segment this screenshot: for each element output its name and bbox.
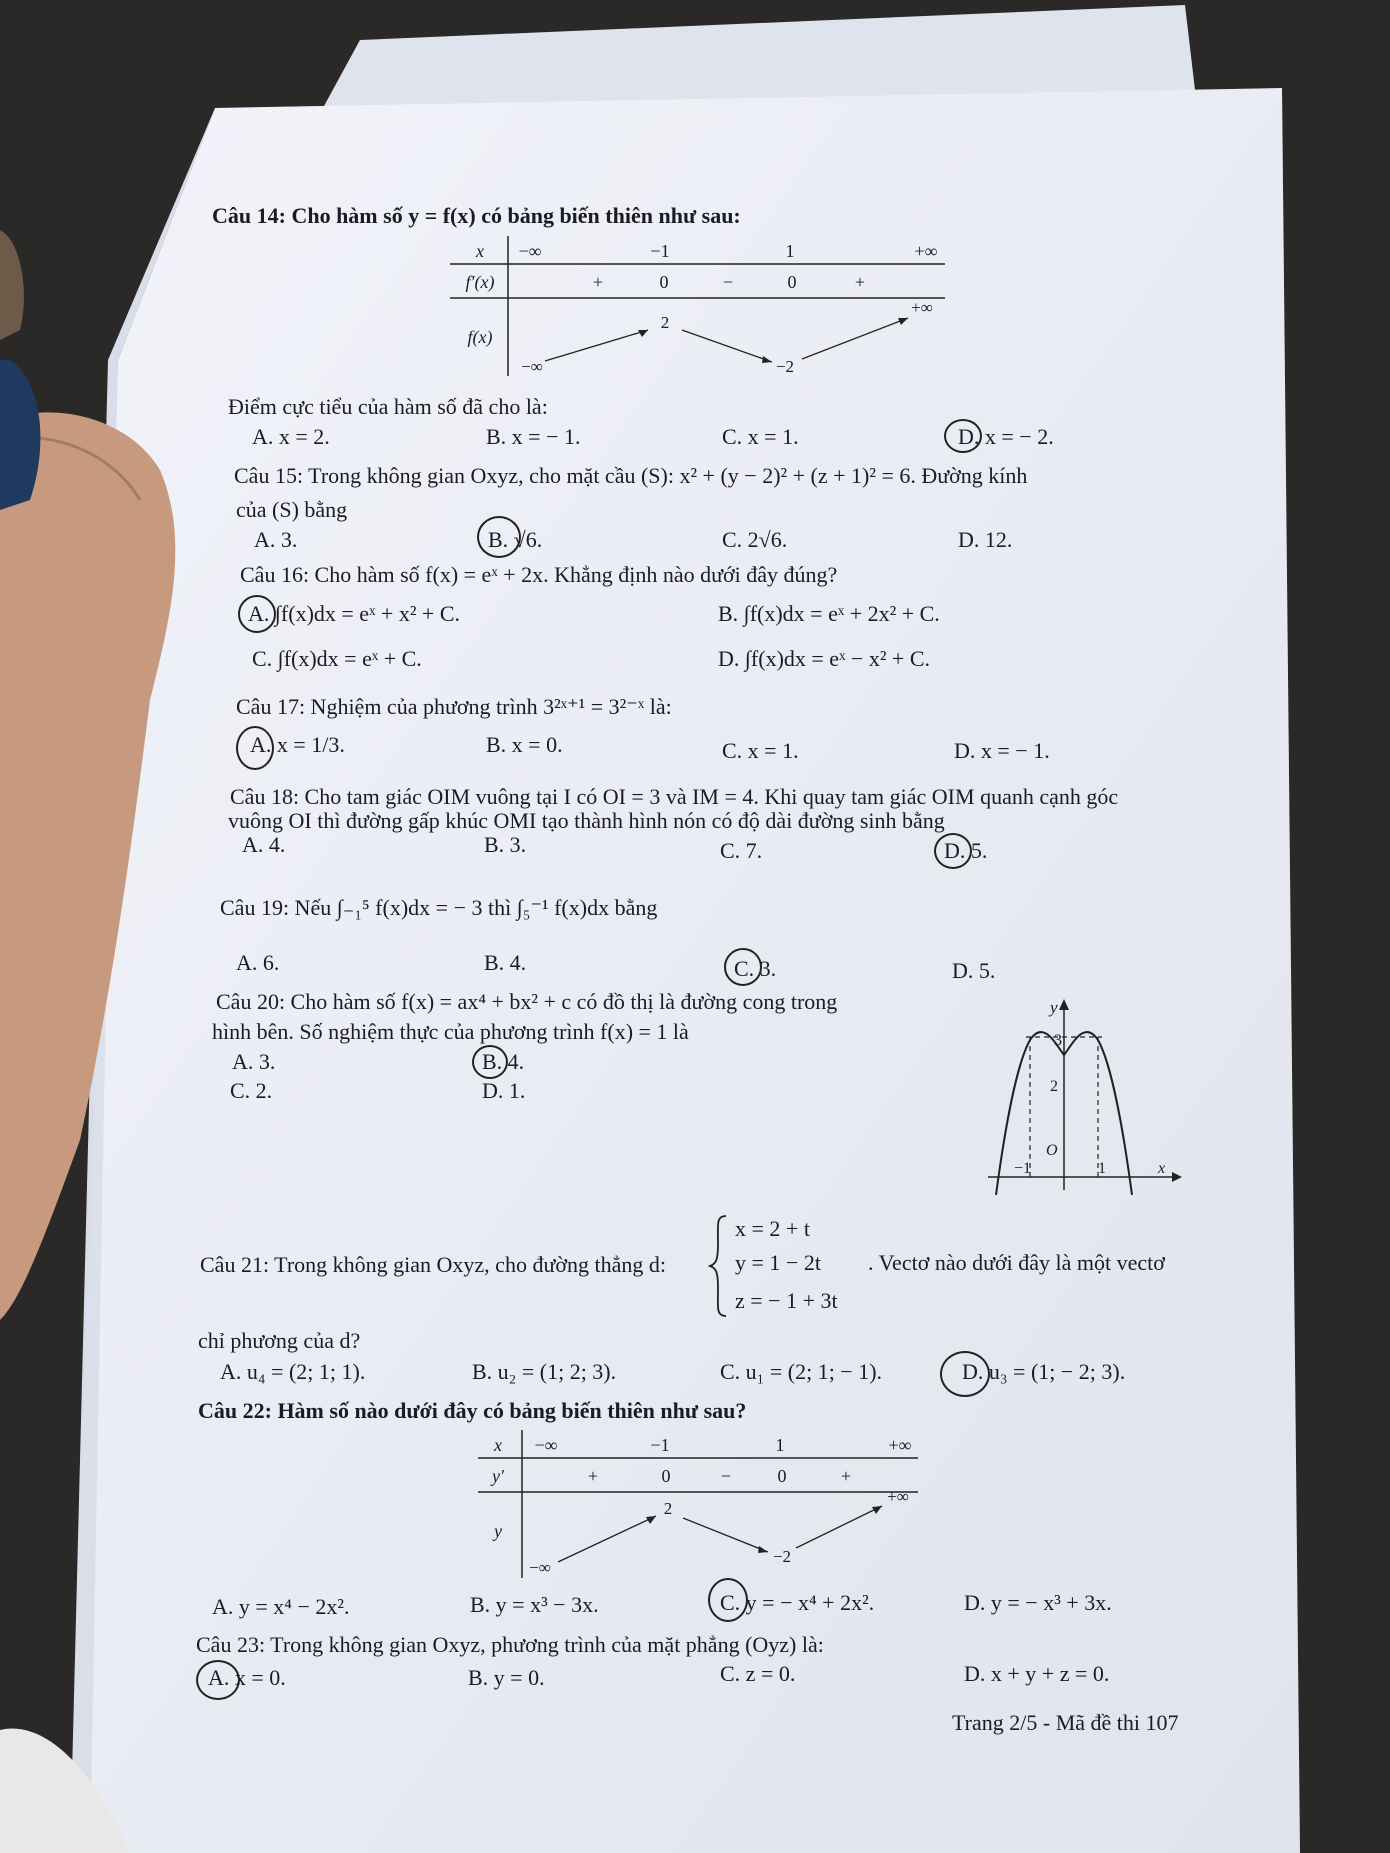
q20-stem-line2: hình bên. Số nghiệm thực của phương trình f(x) = 1 là [212,1019,689,1044]
q21-stem: Câu 21: Trong không gian Oxyz, cho đường thẳng d: [200,1252,666,1277]
graph-label-y: y [1050,998,1058,1017]
answer-mark-q21 [940,1351,990,1397]
q17-option-b[interactable]: B. x = 0. [486,732,563,757]
answer-mark-q18 [934,833,972,869]
q22-option-a[interactable]: A. y = x⁴ − 2x². [212,1594,350,1619]
q15-option-c[interactable]: C. 2√6. [722,527,788,552]
q21-system-line2: y = 1 − 2t [735,1250,821,1275]
q16-option-b[interactable]: B. ∫f(x)dx = eˣ + 2x² + C. [718,601,940,626]
table-cell-derivative-0: y′ [492,1466,504,1486]
q23-option-c[interactable]: C. z = 0. [720,1661,796,1686]
graph-label-o: O [1046,1142,1058,1159]
q22-stem: Câu 22: Hàm số nào dưới đây có bảng biến thiên như sau? [198,1398,747,1423]
q21-brace [708,1214,730,1318]
q22-option-c[interactable]: C. y = − x⁴ + 2x². [720,1590,875,1615]
answer-mark-q16 [238,595,276,633]
table-cell-x-2: −1 [650,241,670,261]
answer-mark-q22 [708,1578,748,1622]
answer-mark-q23 [196,1660,240,1700]
table-cell-value-0: y [494,1521,502,1541]
q23-option-d[interactable]: D. x + y + z = 0. [964,1661,1110,1686]
table-cell-x-2: −1 [650,1435,670,1455]
table-cell-derivative-3: − [720,1466,732,1486]
table-cell-derivative-2: 0 [659,272,669,292]
q19-option-a[interactable]: A. 6. [236,950,280,975]
q22-option-b[interactable]: B. y = x³ − 3x. [470,1592,599,1617]
q22-variation-table [478,1430,918,1578]
table-cell-x-4: +∞ [888,1435,912,1455]
q21-option-c[interactable]: C. u₁ = (2; 1; − 1). [720,1359,883,1384]
table-cell-derivative-1: + [587,1466,599,1486]
table-cell-value-2: +∞ [887,1487,909,1506]
graph-label-v2: 2 [1050,1078,1058,1095]
table-cell-derivative-2: 0 [661,1466,671,1486]
q23-option-a[interactable]: A. x = 0. [208,1665,286,1690]
answer-mark-q15 [477,516,521,558]
q19-option-b[interactable]: B. 4. [484,950,527,975]
q19-stem: Câu 19: Nếu ∫₋₁⁵ f(x)dx = − 3 thì ∫₅⁻¹ f(x)dx bằng [220,895,658,920]
q17-option-d[interactable]: D. x = − 1. [954,738,1050,763]
q15-stem: Câu 15: Trong không gian Oxyz, cho mặt cầu (S): x² + (y − 2)² + (z + 1)² = 6. Đường kính [234,463,1028,488]
table-cell-value-1: 2 [660,313,670,332]
table-cell-value-4: −2 [772,1547,792,1566]
table-cell-x-1: −∞ [534,1435,558,1455]
q20-option-d[interactable]: D. 1. [482,1078,526,1103]
graph-label-x: x [1158,1160,1166,1177]
q14-option-a[interactable]: A. x = 2. [252,424,330,449]
q21-option-a[interactable]: A. u₄ = (2; 1; 1). [220,1359,366,1384]
page-footer: Trang 2/5 - Mã đề thi 107 [952,1710,1179,1735]
q20-option-b[interactable]: B. 4. [482,1049,525,1074]
q21-option-d[interactable]: D. u₃ = (1; − 2; 3). [962,1359,1126,1384]
q14-option-b[interactable]: B. x = − 1. [486,424,581,449]
q17-stem: Câu 17: Nghiệm của phương trình 3²ˣ⁺¹ = 3²⁻ˣ là: [236,694,672,719]
q15-option-a[interactable]: A. 3. [254,527,298,552]
graph-label-m1: −1 [1014,1160,1032,1177]
q21-system-line1: x = 2 + t [735,1216,810,1241]
q18-option-c[interactable]: C. 7. [720,838,763,863]
q15-option-b[interactable]: B. √6. [488,527,543,552]
table-cell-value-3: −∞ [529,1558,551,1577]
q16-option-c[interactable]: C. ∫f(x)dx = eˣ + C. [252,646,422,671]
q21-stem-line2: chỉ phương của d? [198,1328,361,1353]
answer-mark-q17 [236,726,274,770]
q22-option-d[interactable]: D. y = − x³ + 3x. [964,1590,1112,1615]
q17-option-c[interactable]: C. x = 1. [722,738,799,763]
table-cell-value-2: +∞ [911,298,933,317]
q19-option-c[interactable]: C. 3. [734,956,777,981]
q18-option-b[interactable]: B. 3. [484,832,527,857]
table-cell-derivative-0: f′(x) [465,272,495,292]
q18-stem-line2: vuông OI thì đường gấp khúc OMI tạo thành hình nón có độ dài đường sinh bằng [228,808,945,833]
q16-option-d[interactable]: D. ∫f(x)dx = eˣ − x² + C. [718,646,931,671]
q20-option-c[interactable]: C. 2. [230,1078,273,1103]
q20-graph [970,995,1190,1195]
q23-stem: Câu 23: Trong không gian Oxyz, phương trình của mặt phẳng (Oyz) là: [196,1632,824,1657]
table-cell-x-1: −∞ [518,241,542,261]
q14-question: Điểm cực tiểu của hàm số đã cho là: [228,394,548,419]
q16-stem: Câu 16: Cho hàm số f(x) = eˣ + 2x. Khẳng định nào dưới đây đúng? [240,562,838,587]
q23-option-b[interactable]: B. y = 0. [468,1665,545,1690]
table-cell-derivative-5: + [840,1466,852,1486]
table-cell-value-1: 2 [663,1499,673,1518]
table-cell-value-0: f(x) [467,327,493,347]
q14-option-c[interactable]: C. x = 1. [722,424,799,449]
q14-variation-table [450,236,950,376]
q14-option-d[interactable]: D. x = − 2. [958,424,1054,449]
answer-mark-q20 [472,1045,508,1079]
q14-stem: Câu 14: Cho hàm số y = f(x) có bảng biến thiên như sau: [212,203,741,228]
table-cell-x-4: +∞ [914,241,938,261]
q15-stem-line2: của (S) bằng [236,497,348,522]
q21-option-b[interactable]: B. u₂ = (1; 2; 3). [472,1359,617,1384]
table-cell-derivative-4: 0 [787,272,797,292]
table-cell-derivative-4: 0 [777,1466,787,1486]
table-cell-value-4: −2 [775,357,795,376]
q17-option-a[interactable]: A. x = 1/3. [250,732,345,757]
q18-stem: Câu 18: Cho tam giác OIM vuông tại I có OI = 3 và IM = 4. Khi quay tam giác OIM quanh cạnh góc [230,784,1119,809]
graph-label-v3: 3 [1054,1032,1062,1049]
q18-option-a[interactable]: A. 4. [242,832,286,857]
q18-option-d[interactable]: D. 5. [944,838,988,863]
q16-option-a[interactable]: A. ∫f(x)dx = eˣ + x² + C. [248,601,461,626]
q20-stem: Câu 20: Cho hàm số f(x) = ax⁴ + bx² + c có đồ thị là đường cong trong [216,989,838,1014]
graph-label-p1: 1 [1098,1160,1106,1177]
answer-mark-q14 [944,419,982,453]
q21-system-line3: z = − 1 + 3t [735,1288,838,1313]
table-cell-x-0: x [476,241,484,261]
q20-option-a[interactable]: A. 3. [232,1049,276,1074]
table-cell-x-3: 1 [775,1435,785,1455]
table-cell-value-3: −∞ [521,357,543,376]
q21-stem-tail: . Vectơ nào dưới đây là một vectơ [868,1250,1165,1275]
table-cell-derivative-3: − [722,272,734,292]
q19-option-d[interactable]: D. 5. [952,958,996,983]
answer-mark-q19 [724,948,762,986]
table-cell-derivative-5: + [854,272,866,292]
q15-option-d[interactable]: D. 12. [958,527,1013,552]
table-cell-x-0: x [494,1435,502,1455]
table-cell-derivative-1: + [592,272,604,292]
table-cell-x-3: 1 [785,241,795,261]
